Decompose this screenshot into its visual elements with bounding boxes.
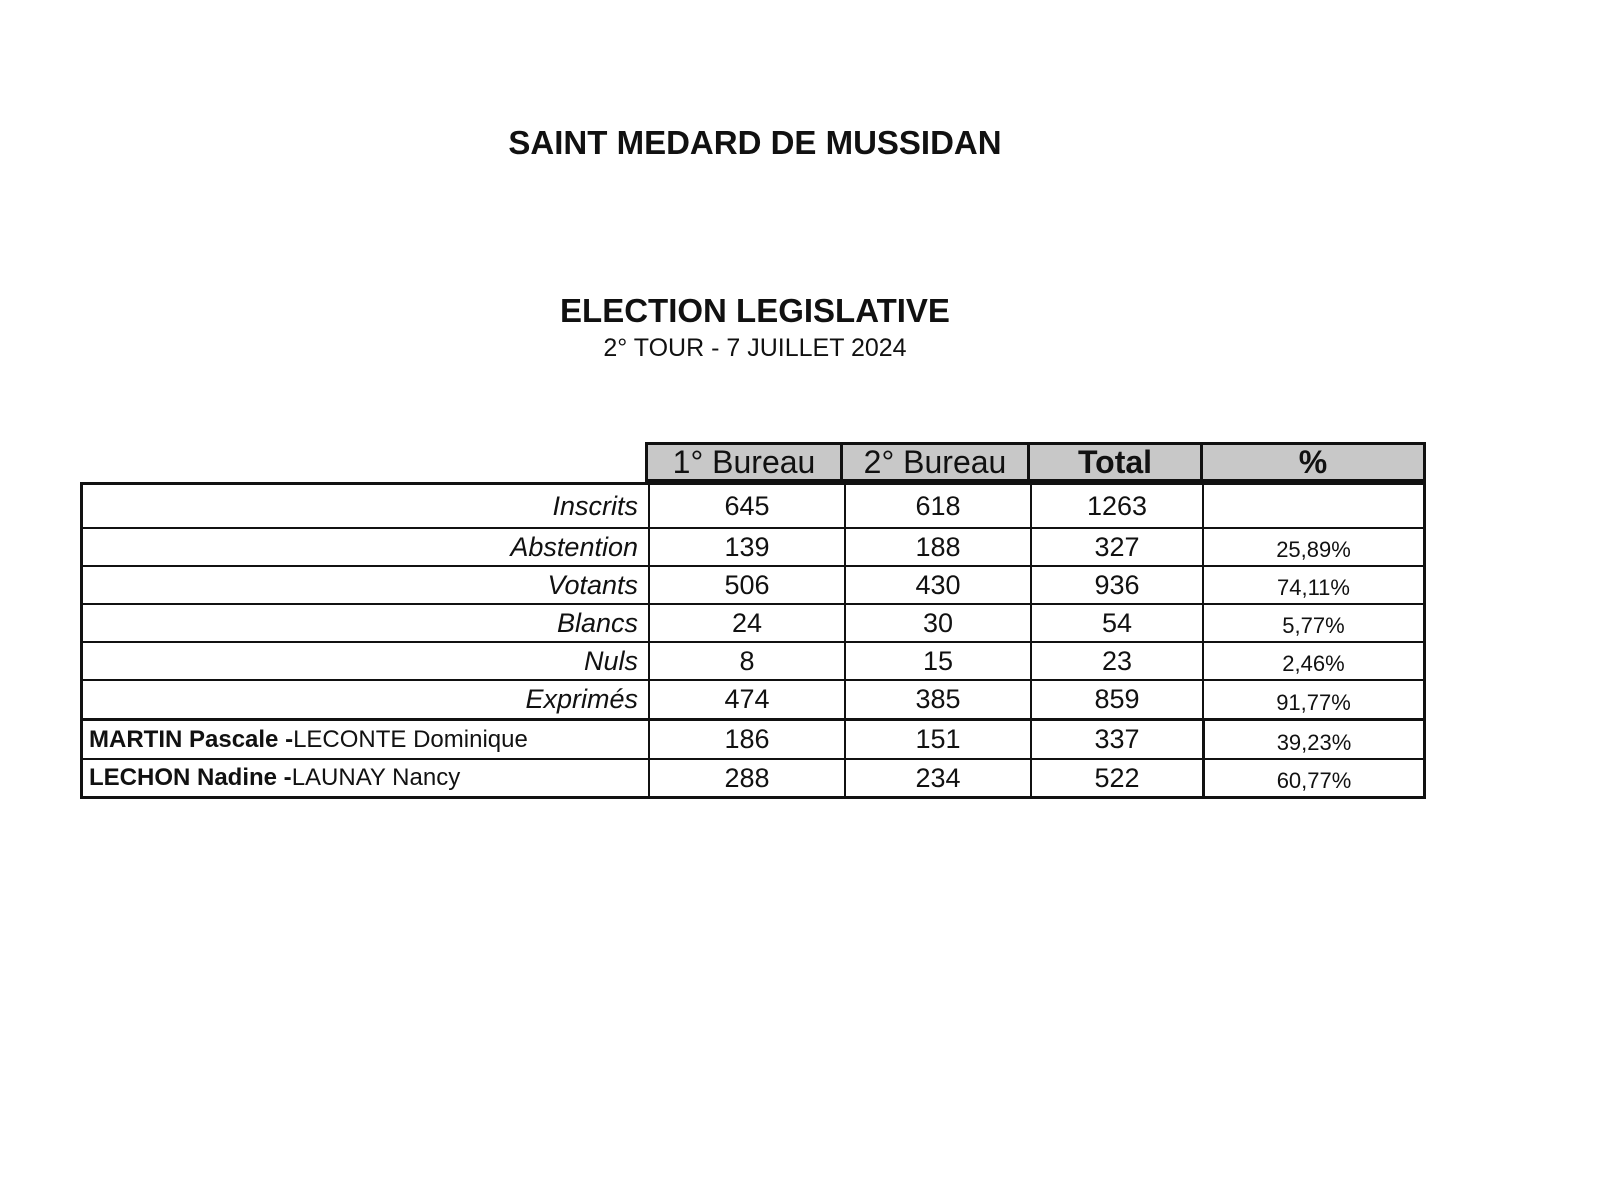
table-row (83, 603, 1423, 641)
percent-value (1202, 485, 1423, 527)
candidate-substitute: LAUNAY Nancy (291, 764, 461, 791)
header-bureau-2: 2° Bureau (842, 442, 1030, 482)
row-label: Votants (547, 569, 638, 600)
total-value: 54 (1030, 605, 1202, 641)
row-label: Abstention (510, 531, 638, 562)
bureau-2-value: 618 (844, 485, 1030, 527)
election-subtitle: 2° TOUR - 7 JUILLET 2024 (603, 334, 907, 362)
bureau-1-value: 24 (648, 605, 844, 641)
bureau-2-value: 234 (844, 760, 1030, 796)
total-value: 936 (1030, 567, 1202, 603)
header-bureau-1: 1° Bureau (645, 442, 843, 482)
bureau-1-value: 139 (648, 529, 844, 565)
total-value: 23 (1030, 643, 1202, 679)
row-label: Blancs (556, 607, 638, 638)
bureau-1-value: 506 (648, 567, 844, 603)
table-row (83, 679, 1423, 718)
percent-value: 5,77% (1202, 605, 1423, 641)
bureau-2-value: 385 (844, 681, 1030, 718)
election-title: ELECTION LEGISLATIVE (560, 292, 950, 329)
percent-value: 2,46% (1202, 643, 1423, 679)
results-table (80, 482, 1426, 799)
table-row (83, 565, 1423, 603)
candidate-main: LECHON Nadine - (89, 764, 292, 791)
bureau-2-value: 151 (844, 721, 1030, 758)
candidate-substitute: LECONTE Dominique (293, 725, 528, 753)
bureau-1-value: 8 (648, 643, 844, 679)
bureau-1-value: 186 (648, 721, 844, 758)
total-value: 522 (1030, 760, 1202, 796)
row-label: Inscrits (552, 490, 638, 521)
total-value: 859 (1030, 681, 1202, 718)
bureau-2-value: 15 (844, 643, 1030, 679)
bureau-2-value: 30 (844, 605, 1030, 641)
candidate-row (83, 758, 1423, 796)
row-label: Exprimés (525, 684, 638, 714)
table-row (83, 485, 1423, 527)
percent-value: 91,77% (1202, 681, 1423, 718)
header-percent: % (1202, 442, 1426, 482)
percent-value: 39,23% (1202, 721, 1423, 758)
page-title: SAINT MEDARD DE MUSSIDAN (508, 124, 1002, 161)
percent-value: 74,11% (1202, 567, 1423, 603)
total-value: 327 (1030, 529, 1202, 565)
bureau-1-value: 288 (648, 760, 844, 796)
bureau-2-value: 188 (844, 529, 1030, 565)
bureau-1-value: 474 (648, 681, 844, 718)
row-label: Nuls (583, 645, 638, 676)
candidate-main: MARTIN Pascale - (89, 725, 294, 753)
header-total: Total (1029, 442, 1203, 482)
total-value: 337 (1030, 721, 1202, 758)
percent-value: 60,77% (1202, 760, 1423, 796)
bureau-2-value: 430 (844, 567, 1030, 603)
table-row (83, 641, 1423, 679)
bureau-1-value: 645 (648, 485, 844, 527)
candidate-names (83, 721, 648, 758)
percent-value: 25,89% (1202, 529, 1423, 565)
candidate-names (83, 760, 648, 796)
total-value: 1263 (1030, 485, 1202, 527)
table-row (83, 527, 1423, 565)
candidate-row (83, 718, 1423, 758)
